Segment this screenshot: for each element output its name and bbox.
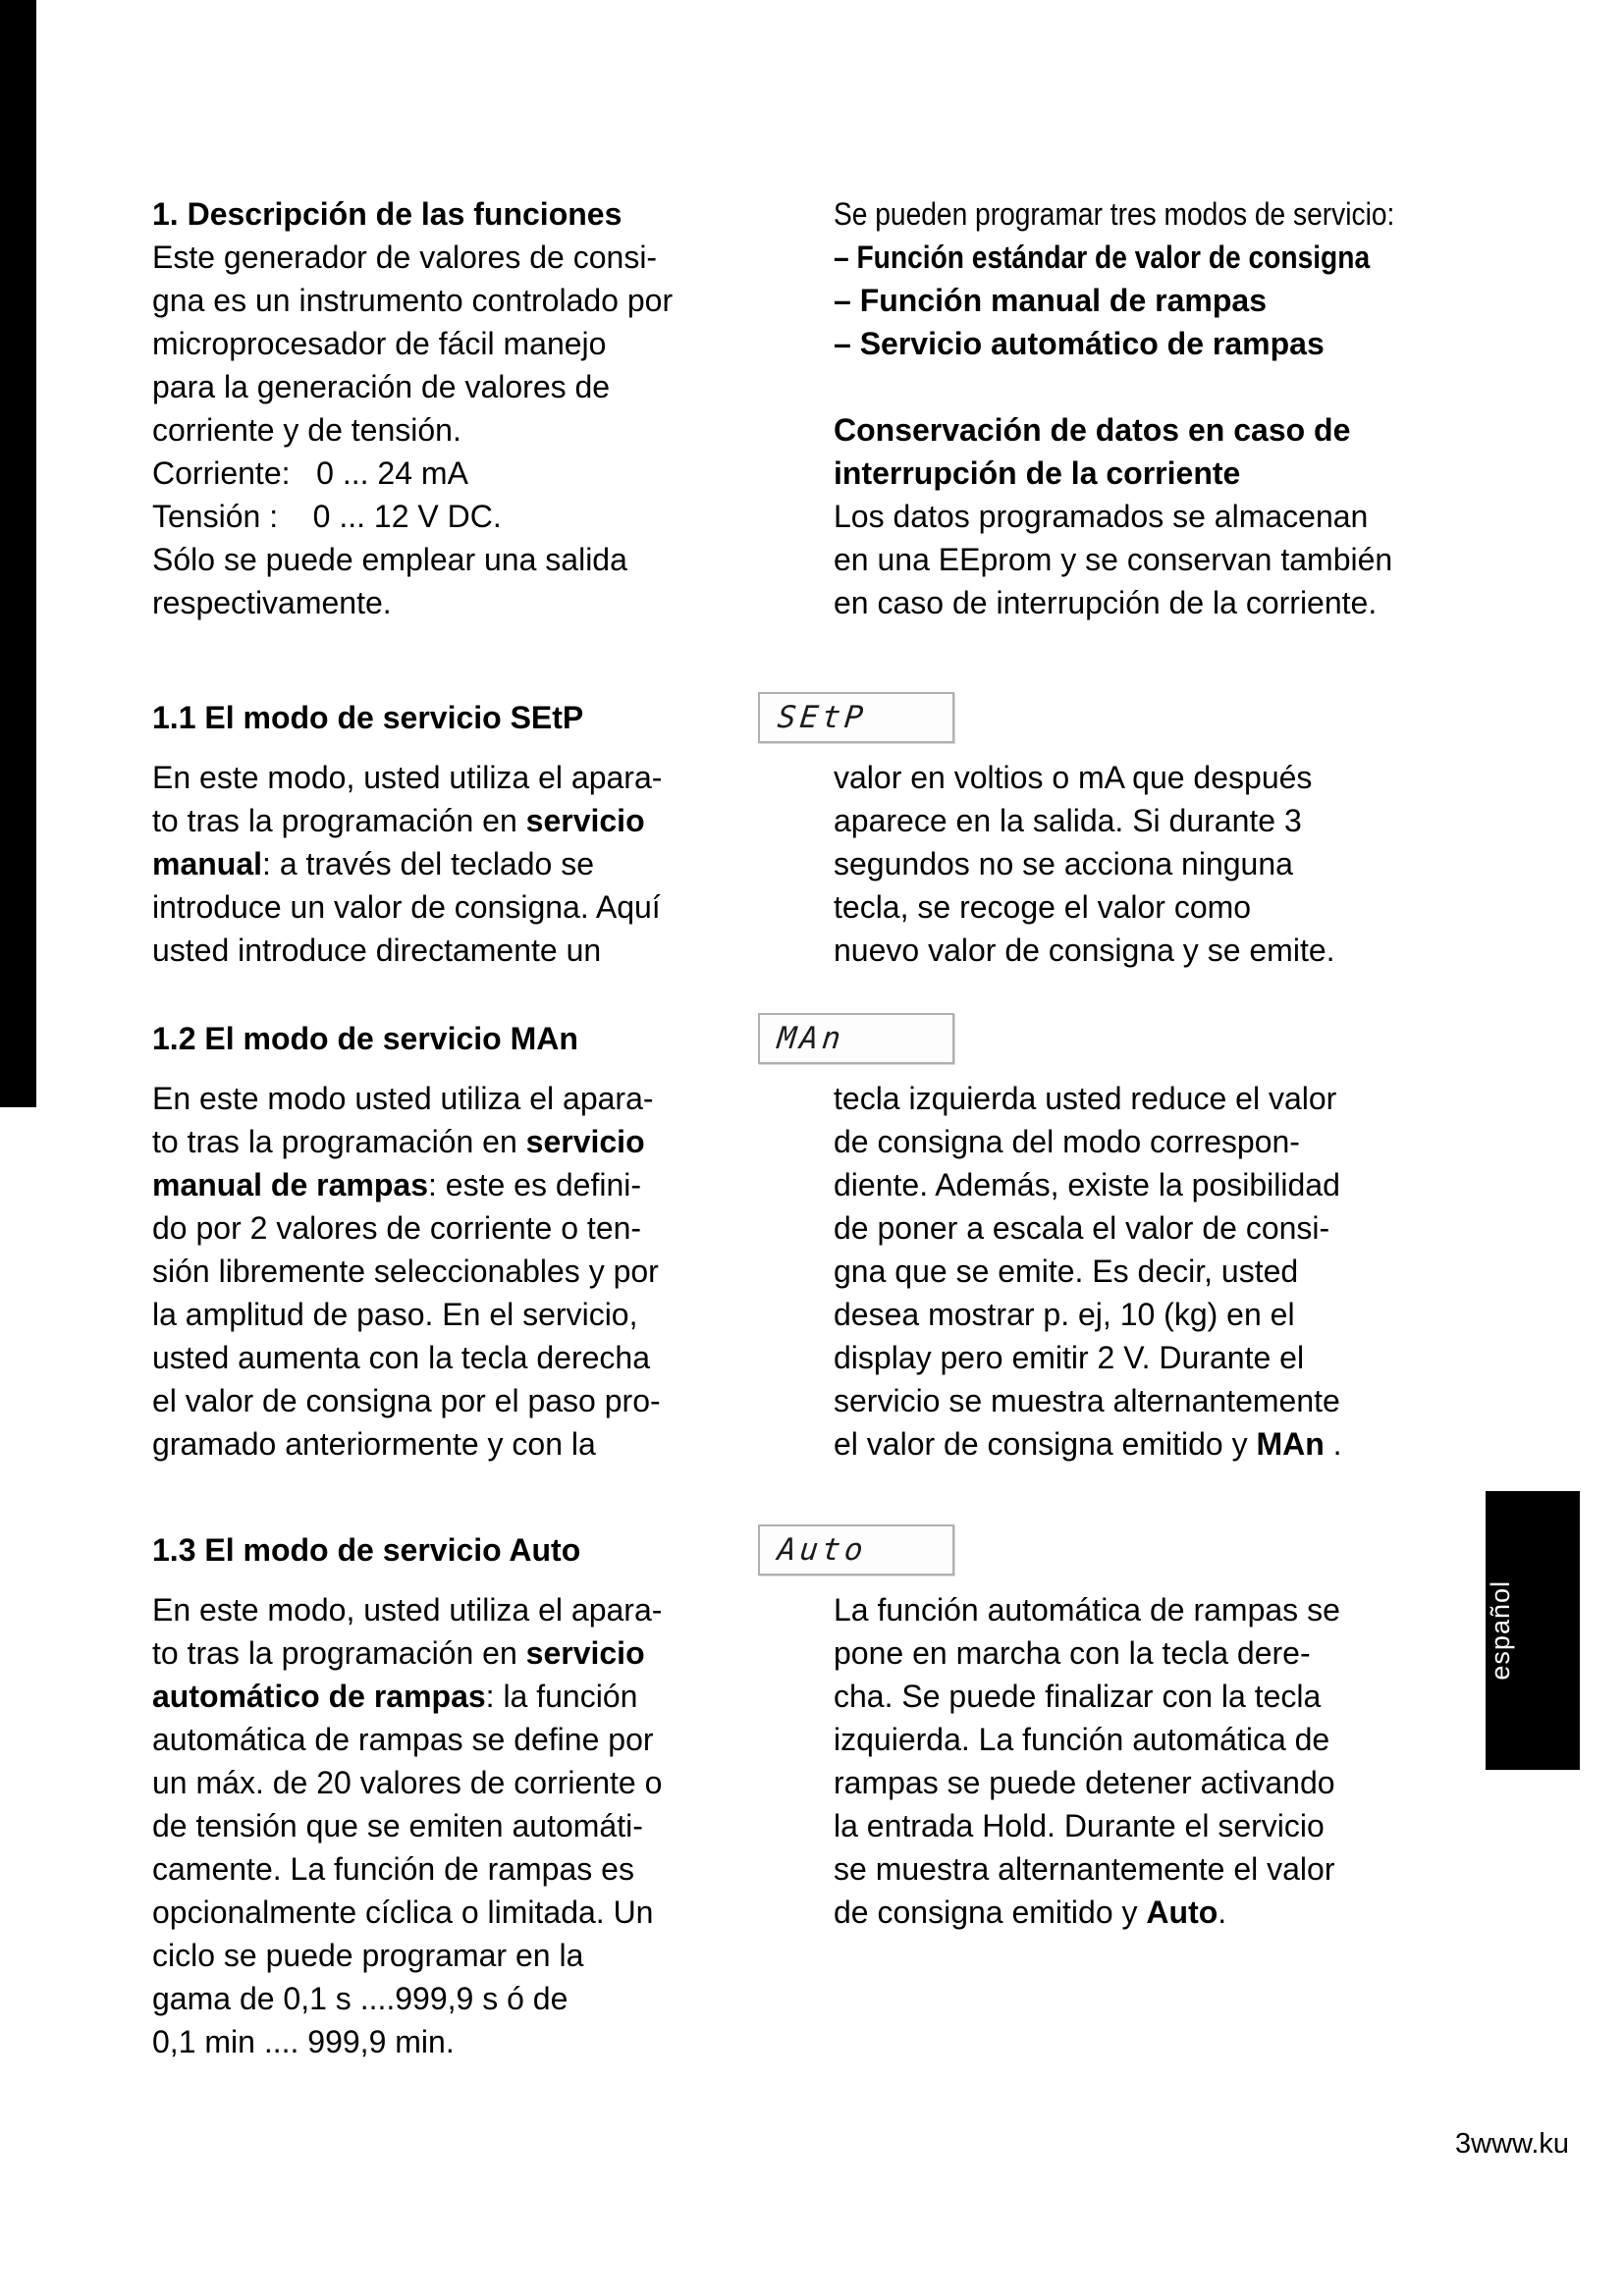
text-line: Tensión : 0 ... 12 V DC. [152, 499, 502, 534]
section-1-2-right-column [834, 1077, 1480, 1466]
text-line: Sólo se puede emplear una salida [152, 542, 627, 577]
text-line: pone en marcha con la tecla dere- [834, 1635, 1311, 1671]
text-line: to tras la programación en servicio [152, 803, 645, 838]
lcd-value-man: MAn [776, 1021, 846, 1056]
text-line: Conservación de datos en caso de [834, 412, 1351, 448]
section-1-2-header [152, 1013, 1480, 1064]
text-line: microprocesador de fácil manejo [152, 326, 607, 361]
section-1-3-left-column [152, 1588, 798, 2063]
text-line: cha. Se puede finalizar con la tecla [834, 1679, 1322, 1714]
text-line: nuevo valor de consigna y se emite. [834, 933, 1335, 968]
text-line: aparece en la salida. Si durante 3 [834, 803, 1302, 838]
text-line: Corriente: 0 ... 24 mA [152, 455, 468, 491]
text-line: do por 2 valores de corriente o ten- [152, 1210, 642, 1246]
text-line: – Función manual de rampas [834, 283, 1267, 318]
lcd-value-setp: SEtP [776, 700, 869, 735]
section-1-1-title: 1.1 El modo de servicio SEtP [152, 700, 584, 735]
text-line: Este generador de valores de consi- [152, 240, 658, 275]
intro-right-column [834, 192, 1480, 624]
text-line: la amplitud de paso. En el servicio, [152, 1297, 638, 1332]
intro-row [152, 192, 1480, 624]
text-line: diente. Además, existe la posibilidad [834, 1167, 1340, 1202]
text-line: to tras la programación en servicio [152, 1635, 645, 1671]
text-line: el valor de consigna por el paso pro- [152, 1383, 661, 1418]
text-line: En este modo, usted utiliza el apara- [152, 1592, 663, 1628]
lcd-display-auto [758, 1524, 954, 1575]
intro-paragraph [152, 236, 798, 624]
text-line: para la generación de valores de [152, 369, 611, 404]
text-line: manual: a través del teclado se [152, 846, 594, 881]
text-line: respectivamente. [152, 585, 392, 620]
text-line: En este modo usted utiliza el apara- [152, 1081, 654, 1116]
section-1-3-header [152, 1524, 1480, 1575]
section-1-3 [152, 1524, 1480, 2063]
data-retention-paragraph [834, 408, 1480, 624]
intro-left-column [152, 192, 798, 624]
text-line: en una EEprom y se conservan también [834, 542, 1393, 577]
text-line: sión libremente seleccionables y por [152, 1254, 659, 1289]
text-line: de consigna del modo correspon- [834, 1124, 1300, 1159]
text-line: En este modo, usted utiliza el apara- [152, 760, 663, 795]
text-line: opcionalmente cíclica o limitada. Un [152, 1895, 654, 1930]
text-line: display pero emitir 2 V. Durante el [834, 1340, 1305, 1375]
text-line: en caso de interrupción de la corriente. [834, 585, 1378, 620]
text-line: 0,1 min .... 999,9 min. [152, 2024, 455, 2059]
section-1-1-right-column [834, 756, 1480, 972]
page-title: 1. Descripción de las funciones [152, 196, 623, 232]
text-line: camente. La función de rampas es [152, 1851, 634, 1887]
section-1-3-body [152, 1588, 1480, 2063]
text-line: usted aumenta con la tecla derecha [152, 1340, 650, 1375]
language-tab-label: español [1486, 1580, 1515, 1681]
text-line: La función automática de rampas se [834, 1592, 1340, 1628]
lcd-value-auto: Auto [776, 1532, 869, 1568]
text-line: usted introduce directamente un [152, 933, 602, 968]
text-line: ciclo se puede programar en la [152, 1938, 584, 1973]
footer-text: 3www.ku [1455, 2128, 1570, 2160]
text-line: servicio se muestra alternantemente [834, 1383, 1340, 1418]
page-content [152, 192, 1480, 2063]
section-1-1-body [152, 756, 1480, 972]
text-line: la entrada Hold. Durante el servicio [834, 1808, 1325, 1843]
text-line: manual de rampas: este es defini- [152, 1167, 641, 1202]
service-modes-list [834, 192, 1480, 365]
text-line: interrupción de la corriente [834, 455, 1241, 491]
text-line: tecla, se recoge el valor como [834, 889, 1252, 925]
text-line: se muestra alternantemente el valor [834, 1851, 1335, 1887]
lcd-display-setp [758, 692, 954, 743]
text-line: un máx. de 20 valores de corriente o [152, 1765, 663, 1800]
section-1-1-header [152, 692, 1480, 743]
text-line: Los datos programados se almacenan [834, 499, 1369, 534]
text-line: automático de rampas: la función [152, 1679, 638, 1714]
text-line: – Función estándar de valor de consigna [834, 240, 1371, 275]
text-line: de consigna emitido y Auto. [834, 1895, 1227, 1930]
text-line: de poner a escala el valor de consi- [834, 1210, 1330, 1246]
left-edge-bar [0, 0, 36, 1107]
section-1-3-right-column [834, 1588, 1480, 2063]
section-1-2-left-column [152, 1077, 798, 1466]
text-line: Se pueden programar tres modos de servicio: [834, 196, 1395, 232]
text-line: to tras la programación en servicio [152, 1124, 645, 1159]
text-line: izquierda. La función automática de [834, 1722, 1330, 1757]
text-line: – Servicio automático de rampas [834, 326, 1325, 361]
text-line: el valor de consigna emitido y MAn . [834, 1426, 1342, 1462]
lcd-display-man [758, 1013, 954, 1064]
text-line: segundos no se acciona ninguna [834, 846, 1293, 881]
text-line: rampas se puede detener activando [834, 1765, 1335, 1800]
language-tab [1486, 1491, 1580, 1770]
text-line: introduce un valor de consigna. Aquí [152, 889, 661, 925]
text-line: gna es un instrumento controlado por [152, 283, 674, 318]
section-1-2-body [152, 1077, 1480, 1466]
section-1-1-left-column [152, 756, 798, 972]
text-line: corriente y de tensión. [152, 412, 461, 448]
text-line: de tensión que se emiten automáti- [152, 1808, 643, 1843]
text-line: automática de rampas se define por [152, 1722, 654, 1757]
section-1-3-title: 1.3 El modo de servicio Auto [152, 1532, 581, 1568]
section-1-1 [152, 692, 1480, 972]
text-line: gna que se emite. Es decir, usted [834, 1254, 1299, 1289]
text-line: tecla izquierda usted reduce el valor [834, 1081, 1337, 1116]
text-line: gama de 0,1 s ....999,9 s ó de [152, 1981, 568, 2016]
text-line: valor en voltios o mA que después [834, 760, 1313, 795]
section-1-2 [152, 1013, 1480, 1466]
section-1-2-title: 1.2 El modo de servicio MAn [152, 1021, 578, 1056]
text-line: desea mostrar p. ej, 10 (kg) en el [834, 1297, 1295, 1332]
text-line: gramado anteriormente y con la [152, 1426, 596, 1462]
